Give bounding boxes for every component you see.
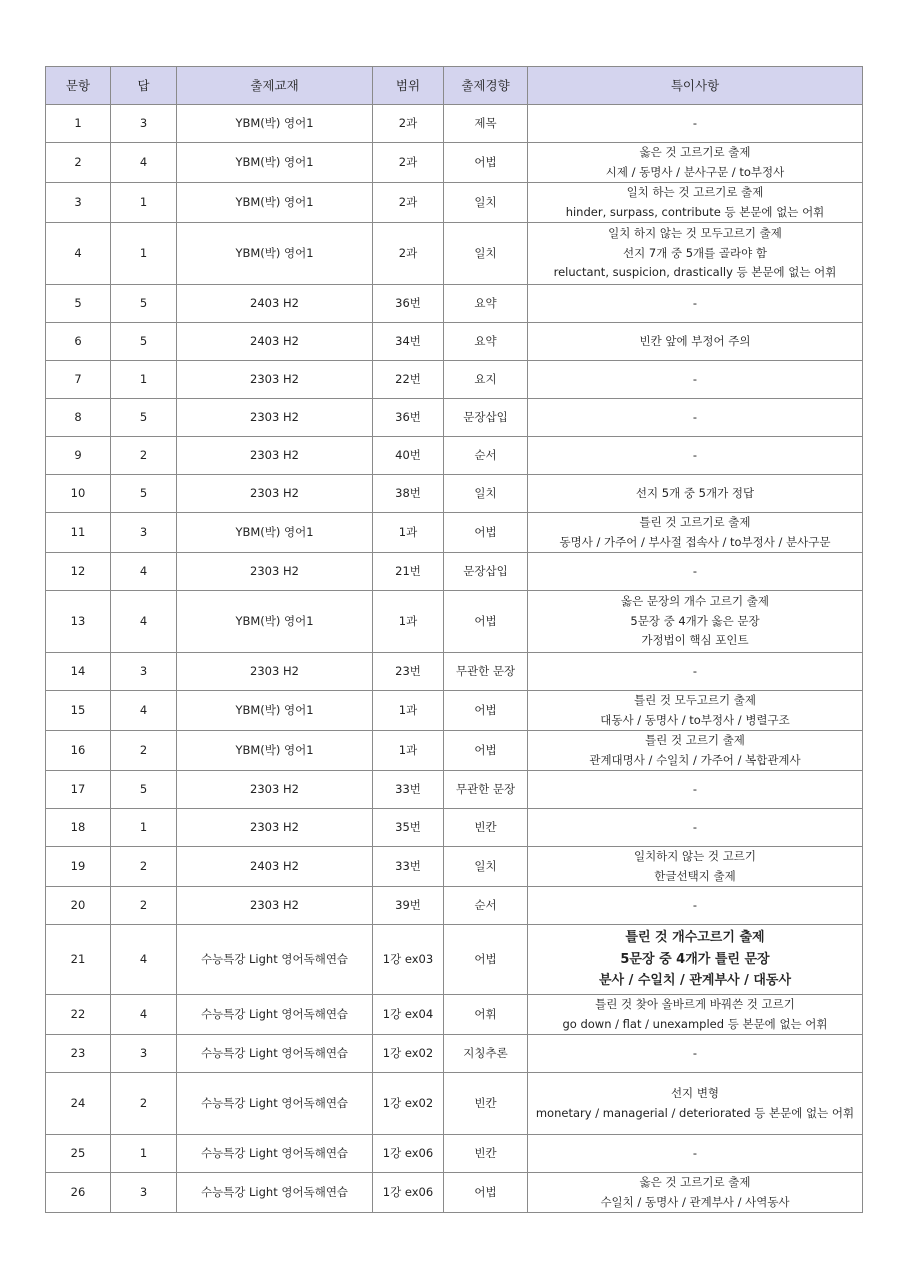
- table-row: [46, 285, 863, 323]
- header-answer: 답: [111, 67, 177, 105]
- textbook-cell: 2303 H2: [177, 887, 373, 925]
- notes-line: 틀린 것 찾아 올바르게 바꿔쓴 것 고르기: [595, 997, 795, 1011]
- notes-cell: [528, 1173, 863, 1213]
- range-cell: 33번: [373, 847, 444, 887]
- range-cell: 1과: [373, 513, 444, 553]
- question-type-cell: 빈칸: [444, 1135, 528, 1173]
- range-cell: 36번: [373, 399, 444, 437]
- table-row: [46, 513, 863, 553]
- range-cell: 1강 ex02: [373, 1035, 444, 1073]
- notes-cell: [528, 731, 863, 771]
- answer-cell: 1: [111, 361, 177, 399]
- table-row: [46, 1173, 863, 1213]
- table-row: [46, 143, 863, 183]
- answer-cell: 2: [111, 887, 177, 925]
- table-row: [46, 361, 863, 399]
- question-number-cell: 4: [46, 223, 111, 285]
- question-number-cell: 6: [46, 323, 111, 361]
- textbook-cell: 2403 H2: [177, 847, 373, 887]
- notes-line: -: [692, 447, 698, 462]
- answer-cell: 1: [111, 809, 177, 847]
- table-row: [46, 1073, 863, 1135]
- notes-line: 5문장 중 4개가 옳은 문장: [630, 613, 760, 628]
- question-number-cell: 19: [46, 847, 111, 887]
- notes-line: 가정법이 핵심 포인트: [641, 633, 749, 648]
- notes-line: 옳은 것 고르기로 출제: [639, 1175, 751, 1189]
- table-row: [46, 437, 863, 475]
- question-number-cell: 10: [46, 475, 111, 513]
- textbook-cell: YBM(박) 영어1: [177, 691, 373, 731]
- textbook-cell: 수능특강 Light 영어독해연습: [177, 925, 373, 995]
- question-number-cell: 12: [46, 553, 111, 591]
- answer-cell: 5: [111, 475, 177, 513]
- question-number-cell: 20: [46, 887, 111, 925]
- notes-cell: [528, 475, 863, 513]
- question-number-cell: 9: [46, 437, 111, 475]
- notes-cell: [528, 995, 863, 1035]
- textbook-cell: 수능특강 Light 영어독해연습: [177, 995, 373, 1035]
- notes-line: 수일치 / 동명사 / 관계부사 / 사역동사: [600, 1194, 790, 1209]
- table-row: [46, 223, 863, 285]
- question-number-cell: 13: [46, 591, 111, 653]
- answer-cell: 4: [111, 591, 177, 653]
- notes-cell: [528, 1073, 863, 1135]
- range-cell: 22번: [373, 361, 444, 399]
- range-cell: 1과: [373, 731, 444, 771]
- textbook-cell: 2303 H2: [177, 553, 373, 591]
- answer-cell: 3: [111, 1035, 177, 1073]
- notes-line: 빈칸 앞에 부정어 주의: [639, 333, 751, 348]
- textbook-cell: 수능특강 Light 영어독해연습: [177, 1135, 373, 1173]
- notes-cell: [528, 925, 863, 995]
- notes-line: 일치 하지 않는 것 모두고르기 출제: [608, 226, 782, 241]
- notes-cell: [528, 361, 863, 399]
- notes-line: -: [692, 409, 698, 424]
- notes-line: -: [692, 1045, 698, 1060]
- textbook-cell: 수능특강 Light 영어독해연습: [177, 1035, 373, 1073]
- textbook-cell: YBM(박) 영어1: [177, 143, 373, 183]
- notes-line: -: [692, 371, 698, 386]
- notes-line: 선지 변형: [670, 1086, 720, 1100]
- textbook-cell: YBM(박) 영어1: [177, 223, 373, 285]
- range-cell: 2과: [373, 223, 444, 285]
- exam-analysis-table: [45, 66, 863, 1213]
- range-cell: 23번: [373, 653, 444, 691]
- range-cell: 1강 ex04: [373, 995, 444, 1035]
- textbook-cell: 2303 H2: [177, 475, 373, 513]
- notes-line: 옳은 것 고르기로 출제: [639, 145, 751, 159]
- question-type-cell: 일치: [444, 223, 528, 285]
- notes-line: monetary / managerial / deteriorated 등 본문에 없는 어휘: [535, 1105, 855, 1120]
- notes-line: 선지 5개 중 5개가 정답: [635, 485, 755, 500]
- notes-line: 선지 7개 중 5개를 골라야 함: [623, 245, 767, 260]
- question-type-cell: 일치: [444, 183, 528, 223]
- textbook-cell: YBM(박) 영어1: [177, 591, 373, 653]
- question-type-cell: 빈칸: [444, 809, 528, 847]
- textbook-cell: 수능특강 Light 영어독해연습: [177, 1073, 373, 1135]
- header-question-number: 문항: [46, 67, 111, 105]
- question-number-cell: 17: [46, 771, 111, 809]
- question-type-cell: 순서: [444, 437, 528, 475]
- question-type-cell: 무관한 문장: [444, 653, 528, 691]
- notes-cell: [528, 513, 863, 553]
- notes-line: 대동사 / 동명사 / to부정사 / 병렬구조: [600, 712, 790, 727]
- notes-cell: [528, 653, 863, 691]
- question-number-cell: 7: [46, 361, 111, 399]
- answer-cell: 1: [111, 183, 177, 223]
- question-type-cell: 제목: [444, 105, 528, 143]
- notes-line: 일치 하는 것 고르기로 출제: [626, 185, 764, 199]
- notes-line: -: [692, 663, 698, 678]
- notes-cell: [528, 771, 863, 809]
- table-row: [46, 475, 863, 513]
- table-row: [46, 995, 863, 1035]
- answer-cell: 2: [111, 437, 177, 475]
- table-row: [46, 691, 863, 731]
- textbook-cell: 2303 H2: [177, 653, 373, 691]
- question-type-cell: 무관한 문장: [444, 771, 528, 809]
- notes-cell: [528, 399, 863, 437]
- range-cell: 38번: [373, 475, 444, 513]
- question-number-cell: 21: [46, 925, 111, 995]
- notes-line: -: [692, 781, 698, 796]
- textbook-cell: 수능특강 Light 영어독해연습: [177, 1173, 373, 1213]
- answer-cell: 4: [111, 553, 177, 591]
- notes-cell: [528, 887, 863, 925]
- notes-line: 시제 / 동명사 / 분사구문 / to부정사: [605, 164, 785, 179]
- notes-line: 동명사 / 가주어 / 부사절 접속사 / to부정사 / 분사구문: [559, 534, 831, 549]
- table-row: [46, 399, 863, 437]
- notes-line: 한글선택지 출제: [654, 868, 736, 883]
- answer-cell: 1: [111, 223, 177, 285]
- notes-cell: [528, 1135, 863, 1173]
- range-cell: 2과: [373, 183, 444, 223]
- question-type-cell: 일치: [444, 847, 528, 887]
- notes-line: 틀린 것 개수고르기 출제: [625, 930, 765, 946]
- question-type-cell: 어법: [444, 1173, 528, 1213]
- table-row: [46, 183, 863, 223]
- notes-cell: [528, 183, 863, 223]
- notes-line: 틀린 것 고르기 출제: [645, 733, 745, 747]
- question-type-cell: 요약: [444, 323, 528, 361]
- notes-line: hinder, surpass, contribute 등 본문에 없는 어휘: [565, 204, 825, 219]
- table-row: [46, 323, 863, 361]
- notes-line: 일치하지 않는 것 고르기: [633, 849, 757, 863]
- question-number-cell: 15: [46, 691, 111, 731]
- question-type-cell: 어휘: [444, 995, 528, 1035]
- notes-cell: [528, 223, 863, 285]
- header-row: [46, 67, 863, 105]
- table-row: [46, 591, 863, 653]
- question-type-cell: 어법: [444, 143, 528, 183]
- textbook-cell: 2303 H2: [177, 361, 373, 399]
- answer-cell: 4: [111, 143, 177, 183]
- answer-cell: 4: [111, 691, 177, 731]
- question-number-cell: 3: [46, 183, 111, 223]
- answer-cell: 3: [111, 105, 177, 143]
- notes-cell: [528, 323, 863, 361]
- range-cell: 36번: [373, 285, 444, 323]
- notes-cell: [528, 105, 863, 143]
- notes-cell: [528, 285, 863, 323]
- question-number-cell: 16: [46, 731, 111, 771]
- header-notes: 특이사항: [528, 67, 863, 105]
- question-number-cell: 8: [46, 399, 111, 437]
- question-type-cell: 어법: [444, 691, 528, 731]
- notes-line: 옳은 문장의 개수 고르기 출제: [621, 594, 769, 609]
- notes-cell: [528, 847, 863, 887]
- notes-line: -: [692, 897, 698, 912]
- textbook-cell: 2303 H2: [177, 809, 373, 847]
- question-type-cell: 어법: [444, 513, 528, 553]
- range-cell: 39번: [373, 887, 444, 925]
- question-number-cell: 22: [46, 995, 111, 1035]
- textbook-cell: 2403 H2: [177, 285, 373, 323]
- textbook-cell: YBM(박) 영어1: [177, 183, 373, 223]
- header-question-type: 출제경향: [444, 67, 528, 105]
- range-cell: 34번: [373, 323, 444, 361]
- range-cell: 1강 ex06: [373, 1173, 444, 1213]
- range-cell: 1강 ex06: [373, 1135, 444, 1173]
- answer-cell: 5: [111, 399, 177, 437]
- notes-line: go down / flat / unexampled 등 본문에 없는 어휘: [562, 1016, 828, 1031]
- answer-cell: 2: [111, 1073, 177, 1135]
- question-type-cell: 지칭추론: [444, 1035, 528, 1073]
- notes-line: 관계대명사 / 수일치 / 가주어 / 복합관계사: [589, 752, 801, 767]
- notes-line: -: [692, 295, 698, 310]
- notes-line: -: [692, 115, 698, 130]
- question-type-cell: 요지: [444, 361, 528, 399]
- header-range: 범위: [373, 67, 444, 105]
- answer-cell: 5: [111, 771, 177, 809]
- range-cell: 1과: [373, 691, 444, 731]
- range-cell: 1과: [373, 591, 444, 653]
- range-cell: 33번: [373, 771, 444, 809]
- answer-cell: 2: [111, 731, 177, 771]
- question-type-cell: 문장삽입: [444, 399, 528, 437]
- question-type-cell: 어법: [444, 925, 528, 995]
- notes-cell: [528, 691, 863, 731]
- answer-cell: 4: [111, 995, 177, 1035]
- table-row: [46, 731, 863, 771]
- answer-cell: 4: [111, 925, 177, 995]
- question-number-cell: 26: [46, 1173, 111, 1213]
- textbook-cell: YBM(박) 영어1: [177, 731, 373, 771]
- answer-cell: 1: [111, 1135, 177, 1173]
- answer-cell: 5: [111, 285, 177, 323]
- notes-cell: [528, 553, 863, 591]
- textbook-cell: YBM(박) 영어1: [177, 513, 373, 553]
- range-cell: 21번: [373, 553, 444, 591]
- notes-line: -: [692, 563, 698, 578]
- notes-line: 5문장 중 4개가 틀린 문장: [620, 951, 770, 967]
- table-row: [46, 847, 863, 887]
- header-textbook: 출제교재: [177, 67, 373, 105]
- question-type-cell: 요약: [444, 285, 528, 323]
- question-number-cell: 25: [46, 1135, 111, 1173]
- range-cell: 2과: [373, 143, 444, 183]
- notes-line: 틀린 것 모두고르기 출제: [633, 693, 757, 707]
- question-type-cell: 어법: [444, 591, 528, 653]
- notes-cell: [528, 1035, 863, 1073]
- question-number-cell: 18: [46, 809, 111, 847]
- answer-cell: 3: [111, 653, 177, 691]
- range-cell: 1강 ex03: [373, 925, 444, 995]
- table-row: [46, 1135, 863, 1173]
- notes-cell: [528, 143, 863, 183]
- notes-cell: [528, 809, 863, 847]
- textbook-cell: YBM(박) 영어1: [177, 105, 373, 143]
- table-row: [46, 925, 863, 995]
- notes-line: -: [692, 819, 698, 834]
- table-row: [46, 771, 863, 809]
- question-number-cell: 1: [46, 105, 111, 143]
- notes-line: -: [692, 1145, 698, 1160]
- question-type-cell: 빈칸: [444, 1073, 528, 1135]
- question-type-cell: 순서: [444, 887, 528, 925]
- table-row: [46, 1035, 863, 1073]
- notes-line: 분사 / 수일치 / 관계부사 / 대동사: [598, 973, 792, 989]
- textbook-cell: 2303 H2: [177, 399, 373, 437]
- range-cell: 1강 ex02: [373, 1073, 444, 1135]
- question-number-cell: 5: [46, 285, 111, 323]
- question-number-cell: 24: [46, 1073, 111, 1135]
- notes-line: 틀린 것 고르기로 출제: [639, 515, 751, 529]
- answer-cell: 3: [111, 1173, 177, 1213]
- textbook-cell: 2303 H2: [177, 437, 373, 475]
- notes-cell: [528, 591, 863, 653]
- range-cell: 35번: [373, 809, 444, 847]
- question-type-cell: 일치: [444, 475, 528, 513]
- table-row: [46, 809, 863, 847]
- table-row: [46, 553, 863, 591]
- table-row: [46, 653, 863, 691]
- question-number-cell: 23: [46, 1035, 111, 1073]
- range-cell: 2과: [373, 105, 444, 143]
- notes-cell: [528, 437, 863, 475]
- answer-cell: 2: [111, 847, 177, 887]
- range-cell: 40번: [373, 437, 444, 475]
- question-number-cell: 2: [46, 143, 111, 183]
- textbook-cell: 2303 H2: [177, 771, 373, 809]
- question-number-cell: 14: [46, 653, 111, 691]
- question-type-cell: 문장삽입: [444, 553, 528, 591]
- answer-cell: 5: [111, 323, 177, 361]
- answer-cell: 3: [111, 513, 177, 553]
- notes-line: reluctant, suspicion, drastically 등 본문에 없는 어휘: [553, 265, 837, 280]
- table-row: [46, 105, 863, 143]
- textbook-cell: 2403 H2: [177, 323, 373, 361]
- question-type-cell: 어법: [444, 731, 528, 771]
- table-row: [46, 887, 863, 925]
- question-number-cell: 11: [46, 513, 111, 553]
